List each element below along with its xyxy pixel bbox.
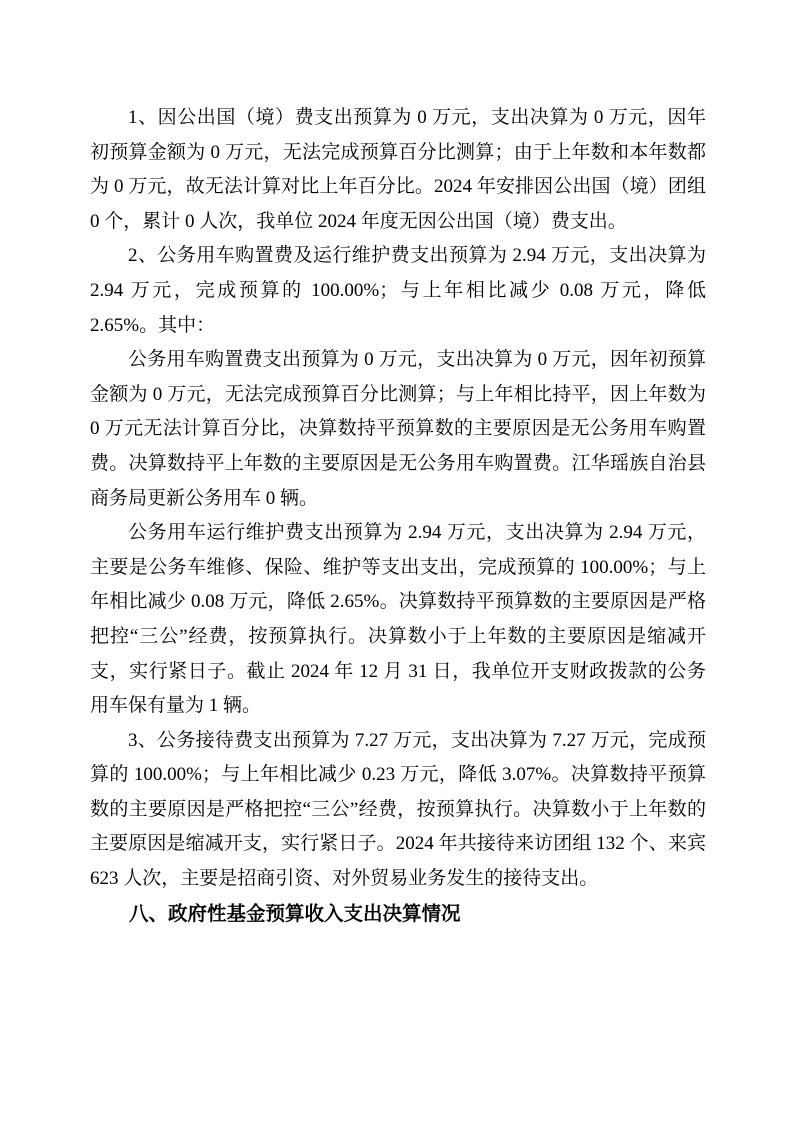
- paragraph-vehicle-maintenance-expense: 公务用车运行维护费支出预算为 2.94 万元，支出决算为 2.94 万元，主要是公务车维修、保险、维护等支出支出，完成预算的 100.00%；与上年相比减少 0.08 万元，降低 2.65%。决算数持平预算数的主要原因是严格把控“三公”经费，按预算执行。决算数小于上年数的主要原因是缩减开支，实行紧日子。截止 2024 年 12 月 31 日，我单位开支财政拨款的公务用车保有量为 1 辆。: [90, 522, 706, 717]
- paragraph-overseas-travel-expense: 1、因公出国（境）费支出预算为 0 万元，支出决算为 0 万元，因年初预算金额为 0 万元，无法完成预算百分比测算；由于上年数和本年数都为 0 万元，故无法计算对比上年百分比。2024 年安排因公出国（境）团组 0 个，累计 0 人次，我单位 2024 年度无因公出国（境）费支出。: [90, 107, 706, 232]
- paragraph-official-reception-expense: 3、公务接待费支出预算为 7.27 万元，支出决算为 7.27 万元，完成预算的 100.00%；与上年相比减少 0.23 万元，降低 3.07%。决算数持平预算数的主要原因是严格把控“三公”经费，按预算执行。决算数小于上年数的主要原因是缩减开支，实行紧日子。2024 年共接待来访团组 132 个、来宾 623 人次，主要是招商引资、对外贸易业务发生的接待支出。: [90, 729, 706, 890]
- document-body: [90, 101, 706, 931]
- paragraph-vehicle-purchase-expense: 公务用车购置费支出预算为 0 万元，支出决算为 0 万元，因年初预算金额为 0 万元，无法完成预算百分比测算；与上年相比持平，因上年数为 0 万元无法计算百分比，决算数持平预算数的主要原因是无公务用车购置费。决算数持平上年数的主要原因是无公务用车购置费。江华瑶族自治县商务局更新公务用车 0 辆。: [90, 349, 706, 509]
- paragraph-vehicle-expense-summary: 2、公务用车购置费及运行维护费支出预算为 2.94 万元，支出决算为 2.94 万元，完成预算的 100.00%；与上年相比减少 0.08 万元，降低 2.65%。其中：: [90, 245, 706, 336]
- section-heading-government-fund-budget: 八、政府性基金预算收入支出决算情况: [129, 902, 461, 925]
